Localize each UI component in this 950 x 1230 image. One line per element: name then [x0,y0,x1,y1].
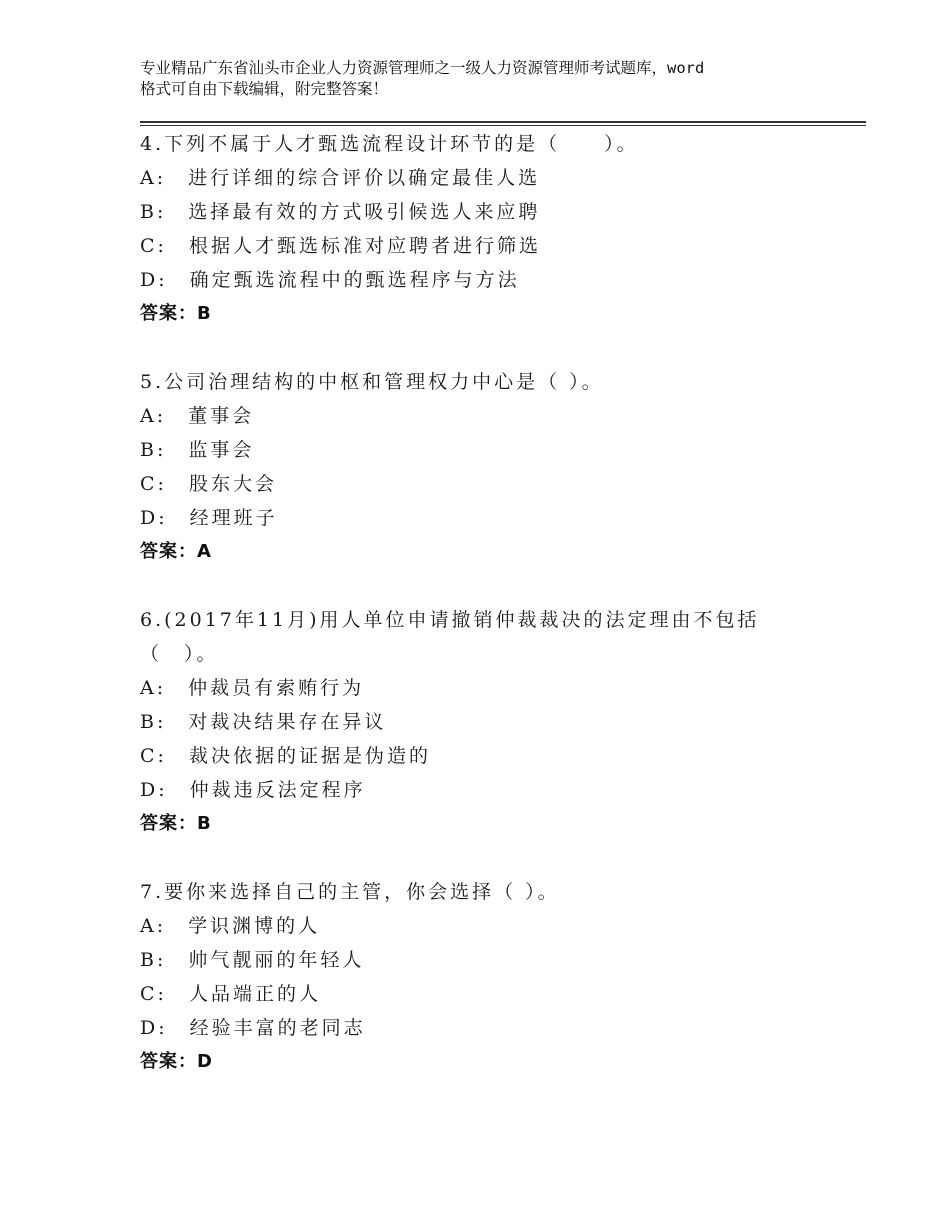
header-line-2: 格式可自由下载编辑，附完整答案！ [140,80,389,98]
option-b: B: 帅气靓丽的年轻人 [140,949,365,971]
question-stem: 5.公司治理结构的中枢和管理权力中心是（ ）。 [140,371,604,393]
option-c: C: 人品端正的人 [140,983,321,1005]
answer-label: 答案：D [140,1051,213,1072]
option-c: C: 股东大会 [140,473,277,495]
answer-label: 答案：B [140,303,212,324]
option-b: B: 监事会 [140,439,255,461]
header-line-1: 专业精品广东省汕头市企业人力资源管理师之一级人力资源管理师考试题库，word [140,59,705,77]
option-a: A: 学识渊博的人 [140,915,321,937]
question-5 [140,365,866,569]
option-a: A: 仲裁员有索贿行为 [140,677,365,699]
spacer [140,569,866,603]
question-7 [140,875,866,1079]
question-6 [140,603,866,841]
header-divider-thick [140,121,866,123]
option-c: C: 根据人才甄选标准对应聘者进行筛选 [140,235,541,257]
option-a: A: 董事会 [140,405,255,427]
spacer [140,331,866,365]
option-c: C: 裁决依据的证据是伪造的 [140,745,431,767]
question-stem-line-1: 6.(2017年11月)用人单位申请撤销仲裁裁决的法定理由不包括 [140,609,760,631]
option-d: D: 仲裁违反法定程序 [140,779,366,801]
answer-label: 答案：B [140,813,212,834]
option-b: B: 对裁决结果存在异议 [140,711,387,733]
option-a: A: 进行详细的综合评价以确定最佳人选 [140,167,541,189]
option-d: D: 经验丰富的老同志 [140,1017,366,1039]
spacer [140,841,866,875]
header-divider-thin [140,125,866,126]
question-4 [140,127,866,331]
document-header [140,58,830,100]
question-stem: 7.要你来选择自己的主管，你会选择（ ）。 [140,881,560,903]
option-b: B: 选择最有效的方式吸引候选人来应聘 [140,201,541,223]
answer-label: 答案：A [140,541,212,562]
question-stem-line-2: （ ）。 [140,643,219,665]
question-list [140,127,866,1079]
option-d: D: 确定甄选流程中的甄选程序与方法 [140,269,520,291]
question-stem: 4.下列不属于人才甄选流程设计环节的是（ ）。 [140,133,639,155]
option-d: D: 经理班子 [140,507,278,529]
